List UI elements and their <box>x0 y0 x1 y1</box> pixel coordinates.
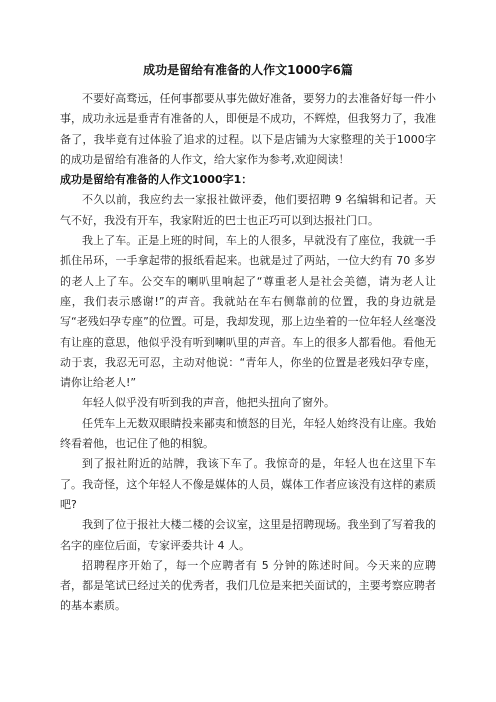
body-paragraph: 年轻人似乎没有听到我的声音，他把头扭向了窗外。 <box>82 396 335 410</box>
body-paragraph: 到了报社附近的站牌，我该下车了。我惊奇的是，年轻人也在这里下车了。我奇怪，这个年轻人不像是媒体的人员，媒体工作者应该没有这样的素质吧? <box>60 457 436 511</box>
body-paragraph: 不久以前，我应约去一家报社做评委，他们要招聘 9 名编辑和记者。天气不好，我没有开车，我家附近的巴士也正巧可以到达报社门口。 <box>60 193 436 227</box>
body-paragraph: 我到了位于报社大楼二楼的会议室，这里是招聘现场。我坐到了写着我的名字的座位后面，专家评委共计 4 人。 <box>60 518 436 552</box>
body-paragraph: 我上了车。正是上班的时间，车上的人很多，早就没有了座位，我就一手抓住吊环，一手拿起带的报纸看起来。也就是过了两站，一位大约有 70 多岁的老人上了车。公交车的喇叭里响起了“尊重老人是社会美德，请为老人让座，我们表示感谢!”的声音。我就站在车右侧靠前的位置，我的身边就是写“老残妇孕专座”的位置。可是，我却发现，那上边坐着的一位年轻人丝毫没有让座的意思，他似乎没有听到喇叭里的声音。车上的很多人都看他。看他无动于衷，我忍无可忍，主动对他说：“青年人，你坐的位置是老残妇孕专座，请你让给老人!” <box>60 234 436 390</box>
section-heading: 成功是留给有准备的人作文1000字1： <box>60 173 253 187</box>
document-title: 成功是留给有准备的人作文1000字6篇 <box>143 63 353 77</box>
body-paragraph: 任凭车上无数双眼睛投来鄙夷和愤怒的目光，年轻人始终没有让座。我始终看着他，也记住了他的相貌。 <box>60 416 436 451</box>
body-paragraph: 招聘程序开始了，每一个应聘者有 5 分钟的陈述时间。今天来的应聘者，都是笔试已经过关的优秀者，我们几位是来把关面试的，主要考察应聘者的基本素质。 <box>60 558 436 613</box>
intro-paragraph: 不要好高骛远，任何事都要从事先做好准备，要努力的去准备好每一件小事，成功永远是垂青有准备的人，即便是不成功，不辉煌，但我努力了，我准备了，我毕竟有过体验了追求的过程。以下是店铺为大家整理的关于1000字的成功是留给有准备的人作文，给大家作为参考,欢迎阅读！ <box>60 92 436 166</box>
